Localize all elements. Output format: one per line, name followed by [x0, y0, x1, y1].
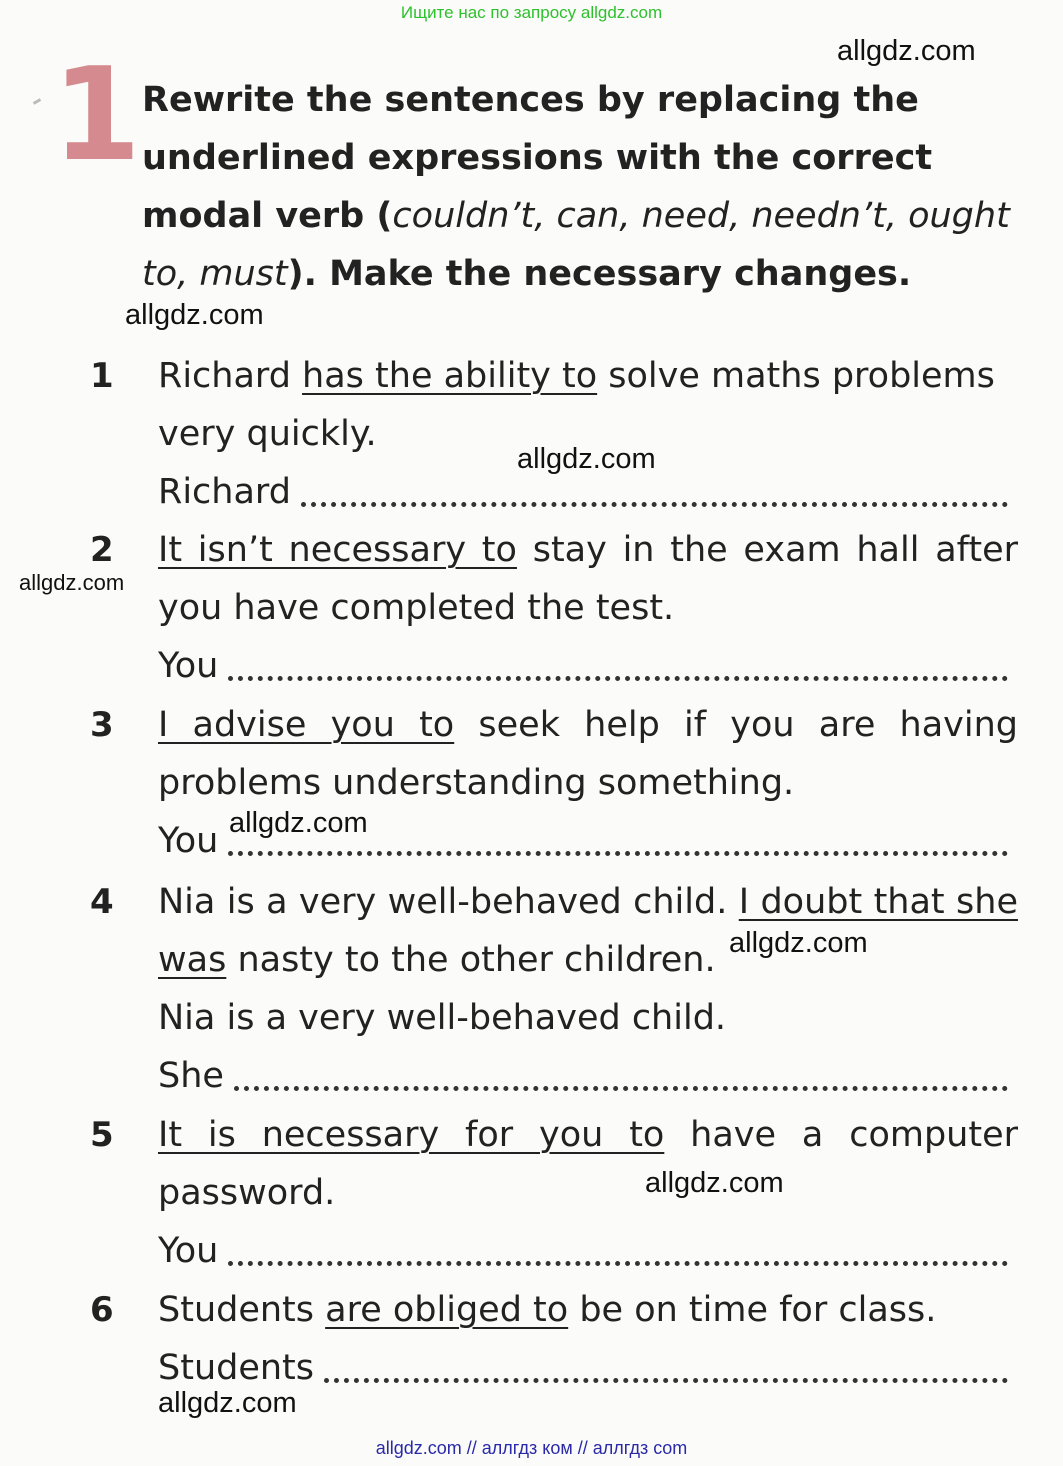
answer-lead: She — [158, 1056, 224, 1096]
exercise-number: 1 — [52, 41, 142, 190]
decorative-tick — [33, 98, 41, 105]
watermark: allgdz.com — [517, 443, 656, 475]
question-text-line2: very quickly. — [158, 414, 377, 454]
underlined-expression: I advise you to — [158, 705, 455, 745]
answer-line[interactable] — [158, 463, 1008, 521]
question-number: 4 — [90, 882, 114, 922]
footer: allgdz.com // аллгдз ком // аллгдз com — [375, 1438, 688, 1458]
underlined-expression: It isn’t necessary to — [158, 530, 517, 570]
question-number: 3 — [90, 705, 114, 745]
answer-line[interactable] — [158, 1339, 1008, 1397]
modal-verbs-list: couldn’t, can, need, needn’t, ought to, must — [142, 196, 1010, 294]
question-number: 2 — [90, 530, 114, 570]
question-text: It isn’t necessary to stay in the exam hall after — [158, 530, 1018, 570]
dotted-blank[interactable] — [228, 637, 1008, 681]
dotted-blank[interactable] — [324, 1339, 1008, 1383]
question-text-line3: Nia is a very well-behaved child. — [158, 998, 727, 1038]
answer-lead: You — [158, 1231, 219, 1271]
question-text-line2: you have completed the test. — [158, 588, 675, 628]
answer-line[interactable] — [158, 812, 1008, 870]
underlined-expression: It is necessary for you to — [158, 1115, 665, 1155]
question-text: Richard has the ability to solve maths problems — [158, 356, 995, 396]
answer-line[interactable] — [158, 1047, 1008, 1105]
answer-lead: You — [158, 821, 219, 861]
question-text: It is necessary for you to have a computer — [158, 1115, 1018, 1155]
top-banner: Ищите нас по запросу allgdz.com — [400, 3, 663, 22]
watermark: allgdz.com — [158, 1387, 297, 1419]
question-text: Nia is a very well-behaved child. I doubt that she — [158, 882, 1018, 922]
underlined-expression-cont: was — [158, 940, 227, 980]
question-text: I advise you to seek help if you are having — [158, 705, 1019, 745]
instruction — [142, 71, 1022, 303]
question-text-line2: problems understanding something. — [158, 763, 795, 803]
watermark: allgdz.com — [837, 35, 976, 67]
instruction-text: Rewrite the sentences by replacing the underlined expressions with the correct modal verb ( — [142, 80, 933, 236]
question-number: 1 — [90, 356, 114, 396]
underlined-expression: I doubt that she — [738, 882, 1018, 922]
watermark: allgdz.com — [19, 570, 125, 595]
answer-line[interactable] — [158, 1222, 1008, 1280]
dotted-blank[interactable] — [234, 1047, 1008, 1091]
watermark: allgdz.com — [645, 1167, 784, 1199]
watermark: allgdz.com — [729, 927, 868, 959]
question-number: 5 — [90, 1115, 114, 1155]
question-text: Students are obliged to be on time for class. — [158, 1290, 937, 1330]
answer-lead: Students — [158, 1348, 315, 1388]
instruction-text-end: ). Make the necessary changes. — [287, 254, 912, 294]
dotted-blank[interactable] — [228, 1222, 1008, 1266]
dotted-blank[interactable] — [228, 812, 1008, 856]
underlined-expression: has the ability to — [302, 356, 598, 396]
watermark: allgdz.com — [229, 807, 368, 839]
dotted-blank[interactable] — [301, 463, 1008, 507]
answer-line[interactable] — [158, 637, 1008, 695]
watermark: allgdz.com — [125, 299, 264, 331]
answer-lead: You — [158, 646, 219, 686]
question-text-line2: password. — [158, 1173, 336, 1213]
underlined-expression: are obliged to — [325, 1290, 569, 1330]
question-text-line2: was nasty to the other children. — [158, 940, 716, 980]
question-number: 6 — [90, 1290, 114, 1330]
answer-lead: Richard — [158, 472, 291, 512]
